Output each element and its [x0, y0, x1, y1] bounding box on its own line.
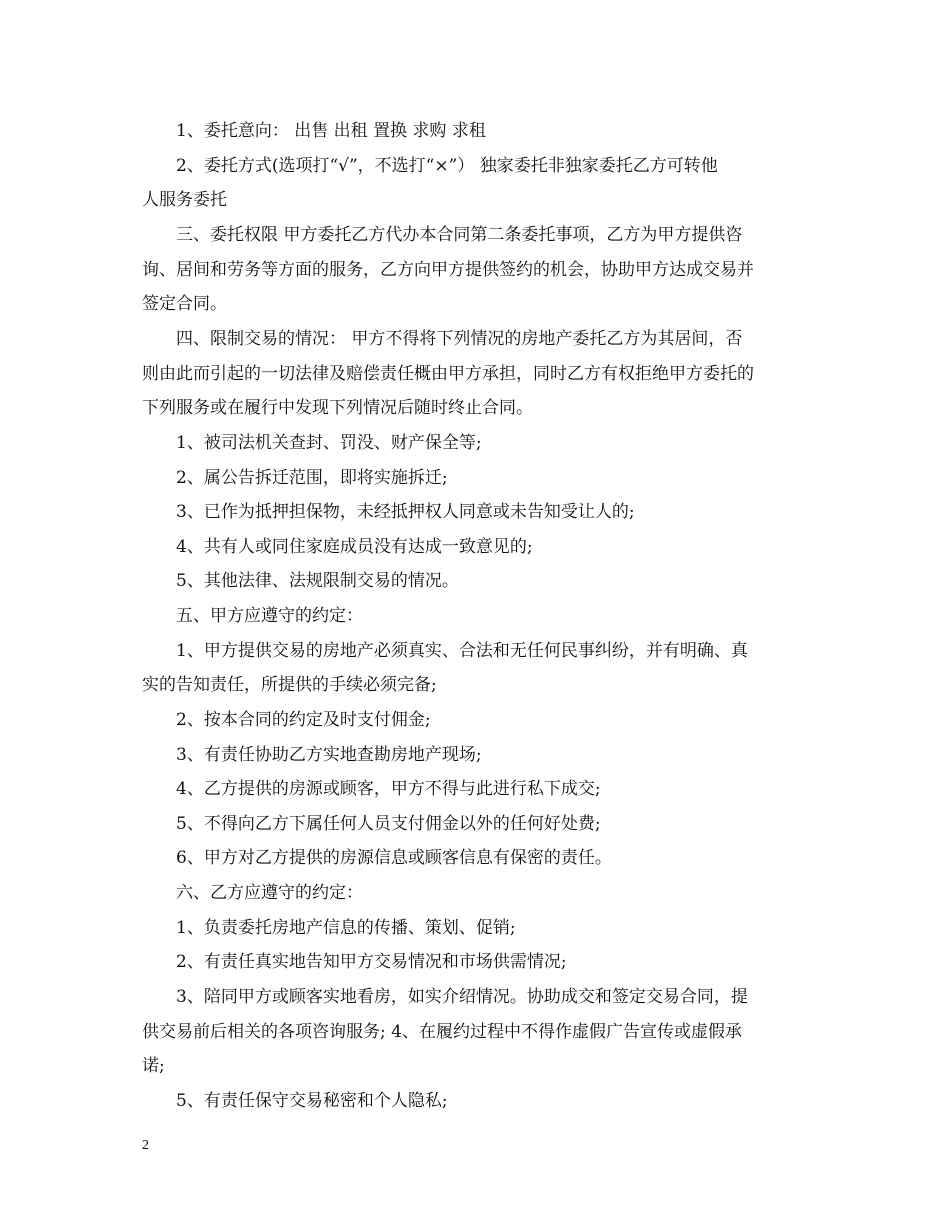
text-line: 2、有责任真实地告知甲方交易情况和市场供需情况;: [176, 952, 567, 972]
text-line: 询、居间和劳务等方面的服务，乙方向甲方提供签约的机会，协助甲方达成交易并: [142, 260, 754, 280]
text-line: 4、乙方提供的房源或顾客，甲方不得与此进行私下成交;: [176, 779, 601, 799]
text-line: 签定合同。: [142, 294, 227, 314]
text-line: 1、甲方提供交易的房地产必须真实、合法和无任何民事纠纷，并有明确、真: [176, 641, 748, 661]
text-line: 2、按本合同的约定及时支付佣金;: [176, 710, 431, 730]
text-line: 5、有责任保守交易秘密和个人隐私;: [176, 1091, 448, 1111]
text-line: 1、负责委托房地产信息的传播、策划、促销;: [176, 918, 516, 938]
text-line: 3、陪同甲方或顾客实地看房，如实介绍情况。协助成交和签定交易合同，提: [176, 987, 748, 1007]
text-line: 则由此而引起的一切法律及赔偿责任概由甲方承担，同时乙方有权拒绝甲方委托的: [142, 364, 754, 384]
text-line: 1、被司法机关查封、罚没、财产保全等;: [176, 433, 482, 453]
text-line: 5、其他法律、法规限制交易的情况。: [176, 571, 459, 591]
page-number: 2: [142, 1138, 149, 1153]
text-line: 2、委托方式(选项打“√”，不选打“×”） 独家委托非独家委托乙方可转他: [176, 156, 718, 176]
text-line: 下列服务或在履行中发现下列情况后随时终止合同。: [142, 398, 533, 418]
text-line: 人服务委托: [142, 190, 227, 210]
text-line: 六、乙方应遵守的约定：: [176, 883, 363, 903]
text-line: 3、有责任协助乙方实地查勘房地产现场;: [176, 745, 482, 765]
text-line: 6、甲方对乙方提供的房源信息或顾客信息有保密的责任。: [176, 848, 612, 868]
text-line: 实的告知责任，所提供的手续必须完备;: [142, 675, 437, 695]
text-line: 三、委托权限 甲方委托乙方代办本合同第二条委托事项，乙方为甲方提供咨: [176, 225, 743, 245]
text-line: 五、甲方应遵守的约定：: [176, 606, 363, 626]
text-line: 四、限制交易的情况： 甲方不得将下列情况的房地产委托乙方为其居间，否: [176, 329, 743, 349]
text-line: 4、共有人或同住家庭成员没有达成一致意见的;: [176, 537, 533, 557]
text-line: 5、不得向乙方下属任何人员支付佣金以外的任何好处费;: [176, 814, 601, 834]
text-line: 3、已作为抵押担保物，未经抵押权人同意或未告知受让人的;: [176, 502, 635, 522]
text-line: 诺;: [142, 1056, 165, 1076]
text-line: 供交易前后相关的各项咨询服务; 4、在履约过程中不得作虚假广告宣传或虚假承: [142, 1022, 742, 1042]
text-line: 1、委托意向： 出售 出租 置换 求购 求租: [176, 121, 486, 141]
text-line: 2、属公告拆迁范围，即将实施拆迁;: [176, 468, 448, 488]
